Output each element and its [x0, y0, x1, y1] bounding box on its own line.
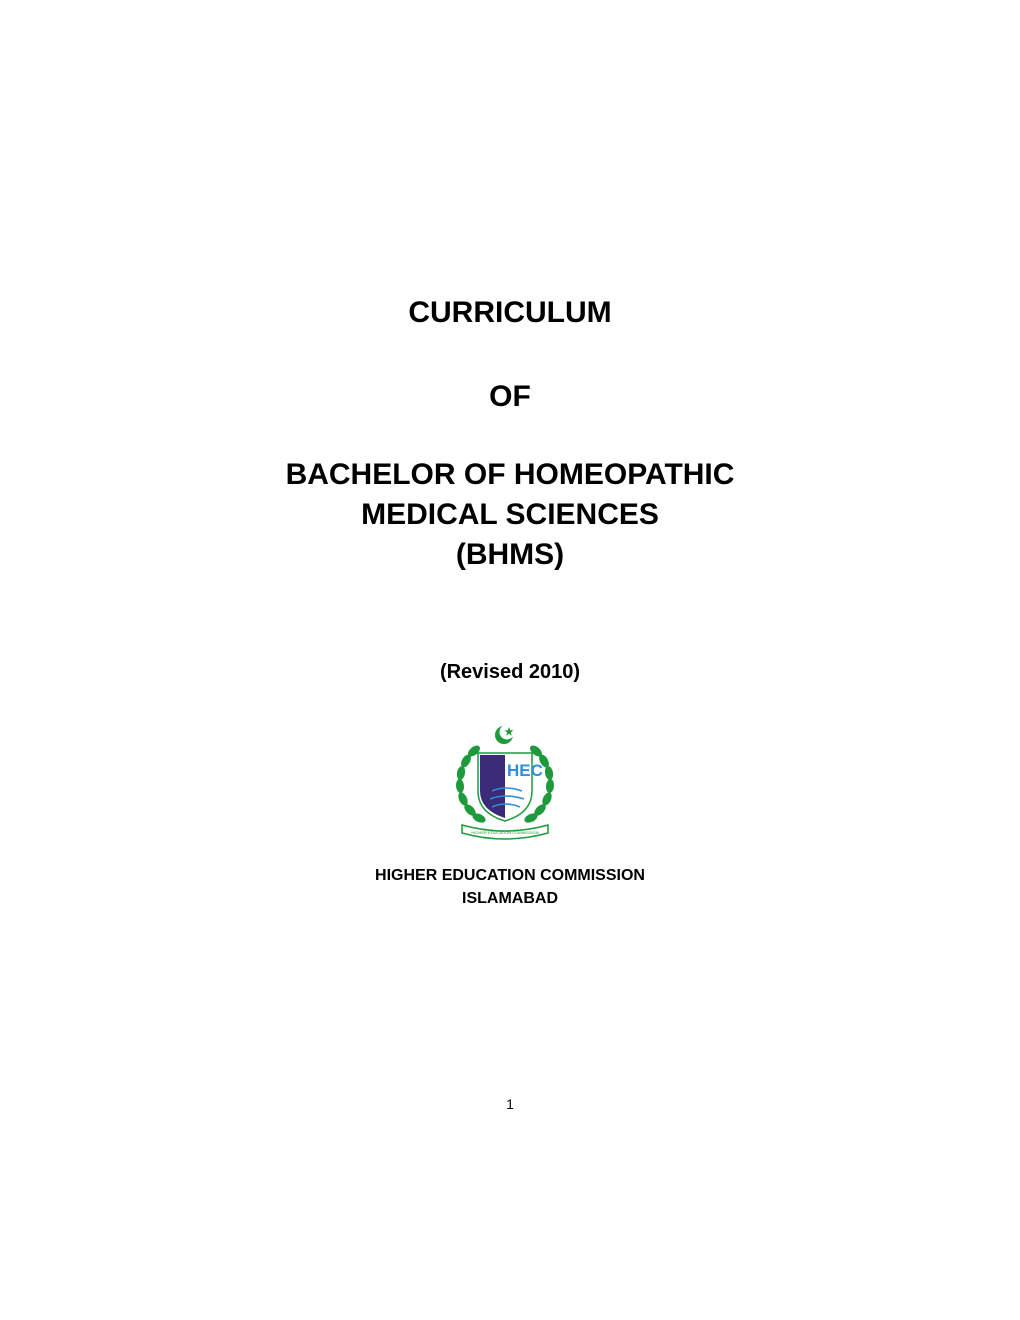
hec-emblem-icon: [452, 721, 558, 841]
shield-icon: [478, 753, 543, 821]
issuer-name: HIGHER EDUCATION COMMISSION: [375, 867, 645, 884]
issuer-city: ISLAMABAD: [462, 890, 558, 907]
title-program-abbr: (BHMS): [455, 538, 565, 571]
page-number: 1: [506, 1096, 514, 1112]
ribbon-icon: [462, 825, 548, 839]
logo-text: HEC: [507, 761, 543, 780]
title-of: OF: [489, 380, 531, 413]
title-program-line1: BACHELOR OF HOMEOPATHIC: [285, 458, 735, 491]
ribbon-text: HIGHER EDUCATION COMMISSION: [471, 830, 539, 835]
title-curriculum: CURRICULUM: [408, 296, 612, 329]
crescent-star-icon: [495, 725, 515, 745]
title-program-line2: MEDICAL SCIENCES: [361, 498, 659, 531]
revision-note: (Revised 2010): [439, 661, 581, 683]
